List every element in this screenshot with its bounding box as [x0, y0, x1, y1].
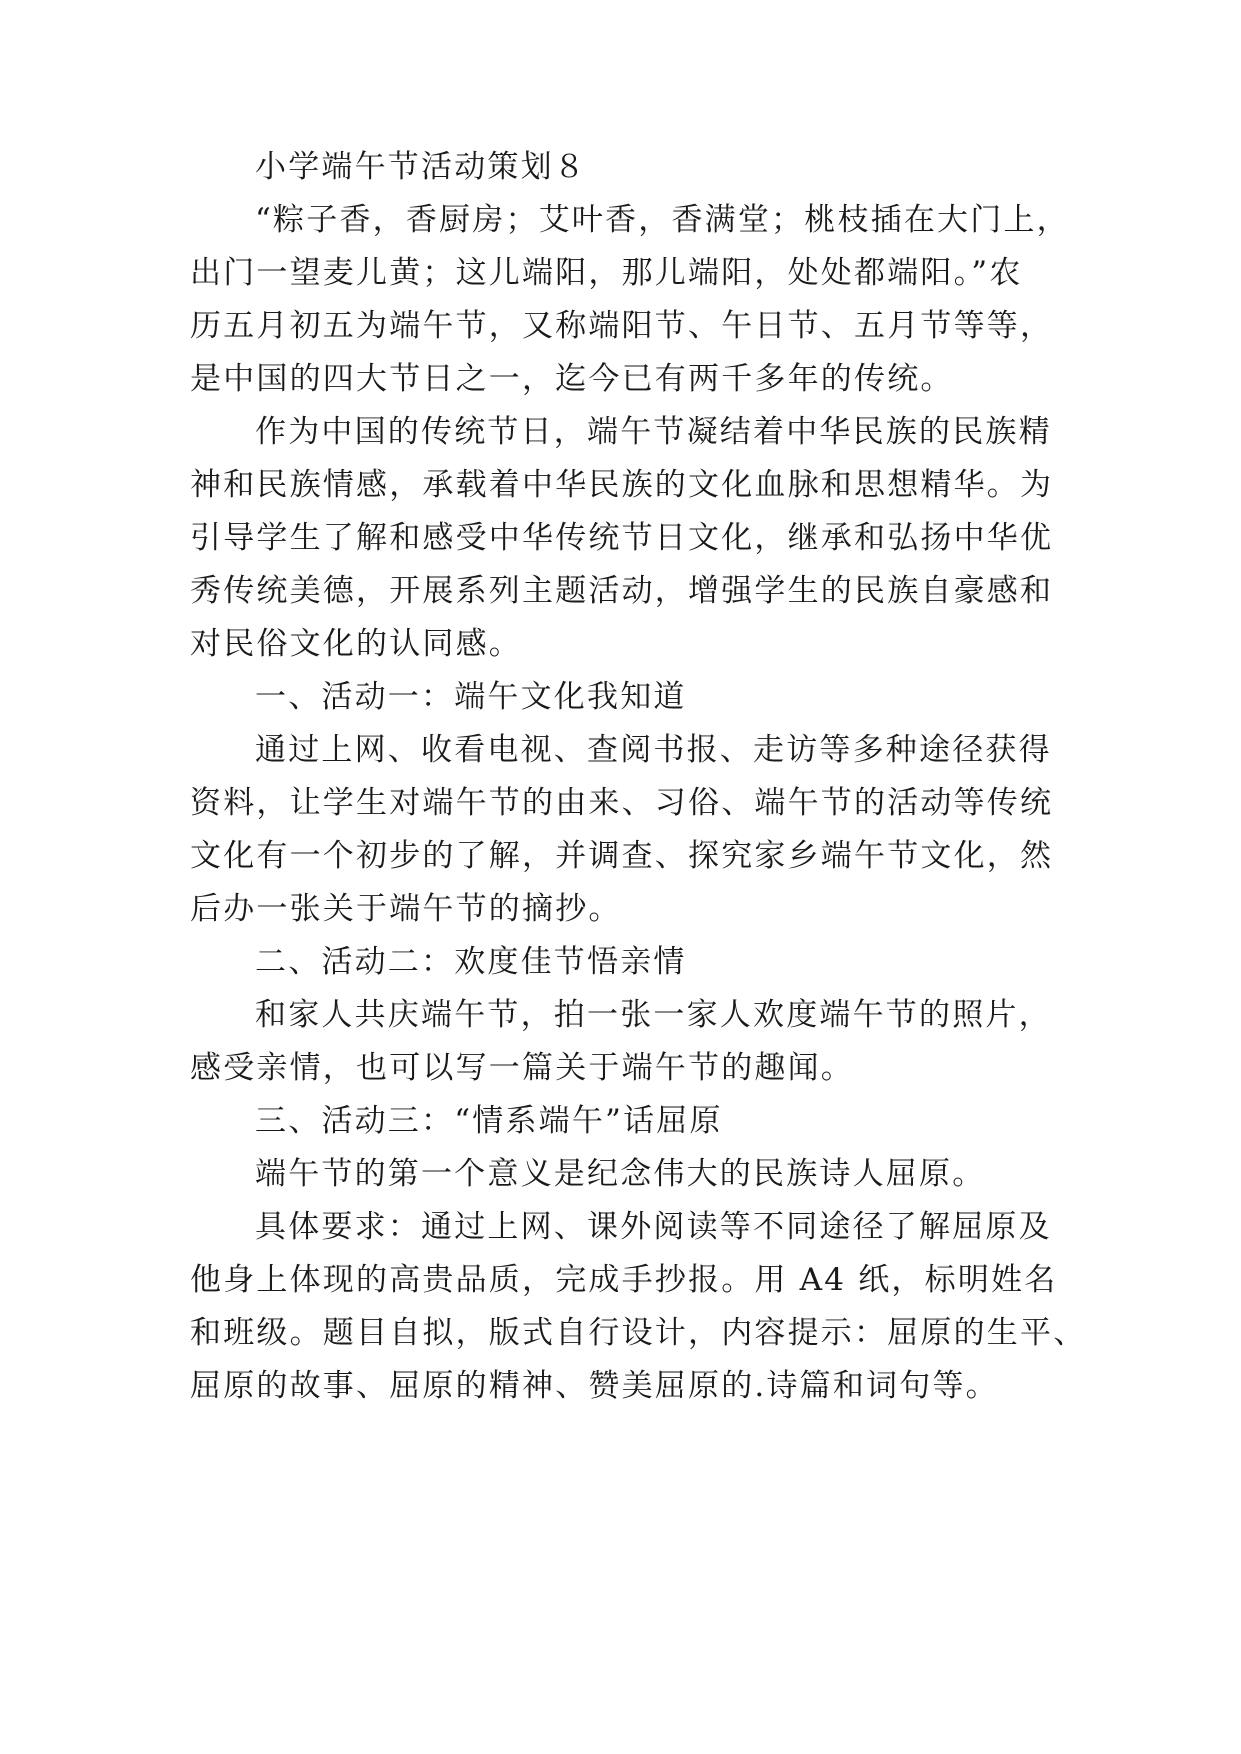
paragraph-activity-3-meaning: 端午节的第一个意义是纪念伟大的民族诗人屈原。 [255, 1156, 986, 1192]
paragraph-line: 秀传统美德，开展系列主题活动，增强学生的民族自豪感和 [190, 573, 1054, 609]
paragraph-line: 屈原的故事、屈原的精神、赞美屈原的.诗篇和词句等。 [190, 1368, 999, 1404]
paragraph-line: 历五月初五为端午节，又称端阳节、午日节、五月节等等， [190, 308, 1054, 344]
section-heading-activity-3: 三、活动三：“情系端午”话屈原 [255, 1103, 723, 1139]
paragraph-line: 和家人共庆端午节，拍一张一家人欢度端午节的照片， [255, 997, 1052, 1033]
section-heading-activity-2: 二、活动二：欢度佳节悟亲情 [255, 944, 687, 980]
paragraph-line: 后办一张关于端午节的摘抄。 [190, 891, 622, 927]
paragraph-line: 通过上网、收看电视、查阅书报、走访等多种途径获得 [255, 732, 1052, 768]
paragraph-line: 文化有一个初步的了解，并调查、探究家乡端午节文化，然 [190, 838, 1054, 874]
paragraph-line: 出门一望麦儿黄；这儿端阳，那儿端阳，处处都端阳。”农 [190, 255, 1023, 291]
paragraph-line: 资料，让学生对端午节的由来、习俗、端午节的活动等传统 [190, 785, 1054, 821]
paragraph-line: 是中国的四大节日之一，迄今已有两千多年的传统。 [190, 361, 954, 397]
paragraph-line: 作为中国的传统节日，端午节凝结着中华民族的民族精 [255, 414, 1052, 450]
paragraph-line: “粽子香，香厨房；艾叶香，香满堂；桃枝插在大门上， [255, 202, 1070, 238]
document-title: 小学端午节活动策划８ [255, 149, 587, 185]
paragraph-line: 他身上体现的高贵品质，完成手抄报。用 A4 纸，标明姓名 [190, 1262, 1058, 1298]
paragraph-line: 引导学生了解和感受中华传统节日文化，继承和弘扬中华优 [190, 520, 1054, 556]
section-heading-activity-1: 一、活动一：端午文化我知道 [255, 679, 687, 715]
paragraph-line: 和班级。题目自拟，版式自行设计，内容提示：屈原的生平、 [190, 1315, 1087, 1351]
paragraph-line: 具体要求：通过上网、课外阅读等不同途径了解屈原及 [255, 1209, 1052, 1245]
paragraph-line: 感受亲情，也可以写一篇关于端午节的趣闻。 [190, 1050, 854, 1086]
paragraph-line: 神和民族情感，承载着中华民族的文化血脉和思想精华。为 [190, 467, 1054, 503]
paragraph-line: 对民俗文化的认同感。 [190, 626, 522, 662]
